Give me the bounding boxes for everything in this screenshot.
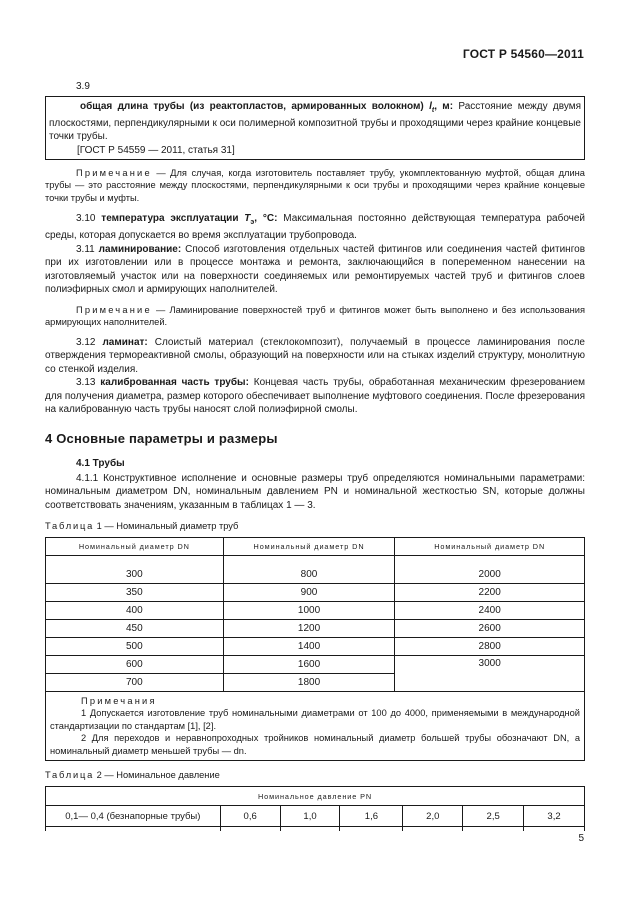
term-3-11 xyxy=(45,243,585,297)
term-3-11-number: 3.11 xyxy=(76,243,95,255)
term-3-9-box xyxy=(45,96,585,160)
term-3-9-symbol-sub: t xyxy=(431,107,435,114)
table-1-caption-label: Таблица xyxy=(45,521,95,532)
table-2-caption-text: 2 — Номинальное давление xyxy=(96,770,220,781)
table-cell: 800 xyxy=(223,566,395,584)
term-3-9-number: 3.9 xyxy=(76,81,90,92)
table-row xyxy=(46,655,585,673)
table-cell: 450 xyxy=(46,619,224,637)
table-row xyxy=(46,637,585,655)
table-cell: 400 xyxy=(46,601,224,619)
term-3-13-term: калиброванная часть трубы: xyxy=(100,377,249,389)
table-1-note-1: 1 Допускается изготовление труб номинальными диаметрами от 100 до 4000, применяемыми в международной стандартизации по стандартам [1], [2]. xyxy=(50,708,580,731)
table-cell: 300 xyxy=(46,566,224,584)
table-2-header-row xyxy=(46,787,585,806)
note-label: Примечание xyxy=(76,304,152,315)
table-cell: 3,2 xyxy=(524,806,585,827)
term-3-9-term: общая длина трубы (из реактопластов, армированных волокном) xyxy=(80,101,424,112)
page-content xyxy=(45,78,585,831)
table-1-notes-row xyxy=(46,691,585,761)
term-3-12-term: ламинат: xyxy=(102,336,148,348)
term-3-10-term: температура эксплуатации xyxy=(101,212,239,224)
term-3-10-definition: Максимальная постоянно действующая температура рабочей среды, которая допускается во время эксплуатации трубопровода. xyxy=(45,212,586,242)
table-cell: 2,5 xyxy=(463,806,524,827)
term-3-12 xyxy=(45,336,585,377)
table-cell: 2400 xyxy=(395,601,585,619)
table-1-header-cell: Номинальный диаметр DN xyxy=(395,538,585,556)
table-cell: 1000 xyxy=(223,601,395,619)
term-3-13-definition: Концевая часть трубы, обработанная механическим фрезерованием для получения диаметра, размер которого обеспечивает выполнение муфтового соединения. После фрезерования на калиброванную часть трубы наносят слой полиэфирной смолы. xyxy=(45,377,586,416)
table-cell: 0,6 xyxy=(220,806,280,827)
table-1-header-row xyxy=(46,538,585,556)
term-3-10 xyxy=(45,212,585,243)
term-3-13 xyxy=(45,376,585,417)
table-1-caption xyxy=(45,521,585,531)
table-row xyxy=(46,806,585,827)
term-3-10-symbol-sub: э xyxy=(250,218,255,226)
table-cell: 1800 xyxy=(223,673,395,691)
table-cell: 1,6 xyxy=(340,806,403,827)
table-cell: 1,0 xyxy=(280,806,340,827)
note-3-11-text: — Ламинирование поверхностей труб и фитингов может быть выполнено и без использования армирующих наполнителей. xyxy=(45,304,585,328)
table-cell: 2600 xyxy=(395,619,585,637)
term-3-12-number: 3.12 xyxy=(76,336,96,348)
term-3-10-symbol: T xyxy=(244,212,251,224)
paragraph-4-1-1: 4.1.1 Конструктивное исполнение и основные размеры труб определяются номинальными параметрами: номинальным диаметром DN, номинальным давлением PN и номинальной жесткостью SN, которые должны соответствовать значениям, указанным в таблицах 1 — 3. xyxy=(45,472,585,511)
note-3-9 xyxy=(45,167,585,205)
page-number: 5 xyxy=(578,833,584,844)
term-3-9-unit: , м: xyxy=(434,101,454,112)
table-cell: 1400 xyxy=(223,637,395,655)
table-2 xyxy=(45,786,585,831)
table-1-header-cell: Номинальный диаметр DN xyxy=(46,538,224,556)
table-1-notes-title: Примечания xyxy=(81,695,157,706)
table-cell: 2200 xyxy=(395,583,585,601)
table-1-header-cell: Номинальный диаметр DN xyxy=(223,538,395,556)
section-4-title: 4 Основные параметры и размеры xyxy=(45,430,278,446)
term-3-13-number: 3.13 xyxy=(76,377,96,389)
table-cell: 0,1— 0,4 (безнапорные трубы) xyxy=(46,806,221,827)
term-3-11-definition: Способ изготовления отдельных частей фитингов или соединения частей фитингов при их изготовлении или в процессе монтажа и ремонта, заключающийся в попеременном нанесении на изготовляемый участок или на поверхности соединяемых или ремонтируемых частей труб и фитингов слоев полиэфирных смол и армирующих наполнителей. xyxy=(45,243,586,296)
table-row xyxy=(46,566,585,584)
table-2-header: Номинальное давление PN xyxy=(46,787,585,806)
table-cell: 500 xyxy=(46,637,224,655)
table-cell: 700 xyxy=(46,673,224,691)
table-cell: 2000 xyxy=(395,566,585,584)
document-number: ГОСТ Р 54560—2011 xyxy=(462,47,584,61)
table-cell: 350 xyxy=(46,583,224,601)
table-1-notes xyxy=(46,691,585,761)
table-cell: 600 xyxy=(46,655,224,673)
table-cell: 2,0 xyxy=(403,806,463,827)
term-3-10-unit: , °C: xyxy=(254,212,278,224)
term-3-10-number: 3.10 xyxy=(76,212,96,224)
subsection-4-1-title: 4.1 Трубы xyxy=(76,457,125,469)
table-row xyxy=(46,601,585,619)
table-1 xyxy=(45,537,585,761)
table-cell: 900 xyxy=(223,583,395,601)
term-3-9-reference: [ГОСТ Р 54559 — 2011, статья 31] xyxy=(77,144,235,156)
table-2-caption-label: Таблица xyxy=(45,770,95,781)
term-3-9-symbol: l xyxy=(429,101,432,112)
table-row xyxy=(46,619,585,637)
note-label: Примечание xyxy=(76,167,152,178)
table-1-note-2: 2 Для переходов и неравнопроходных тройников номинальный диаметр большей трубы обозначают DN, а номинальный диаметр меньшей трубы — dn. xyxy=(50,733,580,756)
term-3-9-text xyxy=(49,100,581,144)
table-cell: 2800 xyxy=(395,637,585,655)
table-row xyxy=(46,583,585,601)
term-3-12-definition: Слоистый материал (стеклокомпозит), получаемый в процессе ламинирования после отверждения термореактивной смолы, образующий на поверхности или на стыках изделий структуру, монолитную со стенкой изделия. xyxy=(45,336,585,375)
term-3-9-definition: Расстояние между двумя плоскостями, перпендикулярными к оси полимерной композитной трубы и проходящими через крайние концевые точки трубы. xyxy=(49,101,582,143)
term-3-11-term: ламинирование: xyxy=(98,243,182,255)
table-cell: 3000 xyxy=(395,655,585,691)
table-cell: 1200 xyxy=(223,619,395,637)
table-1-caption-text: 1 — Номинальный диаметр труб xyxy=(96,521,239,532)
table-cell: 1600 xyxy=(223,655,395,673)
note-3-11 xyxy=(45,304,585,329)
note-3-9-text: — Для случая, когда изготовитель поставляет трубу, укомплектованную муфтой, общая длина трубы — это расстояние между плоскостями, перпендикулярными к оси трубы и проходящими через крайние концевые точки трубы и муфты. xyxy=(45,167,585,203)
table-2-caption xyxy=(45,770,585,780)
